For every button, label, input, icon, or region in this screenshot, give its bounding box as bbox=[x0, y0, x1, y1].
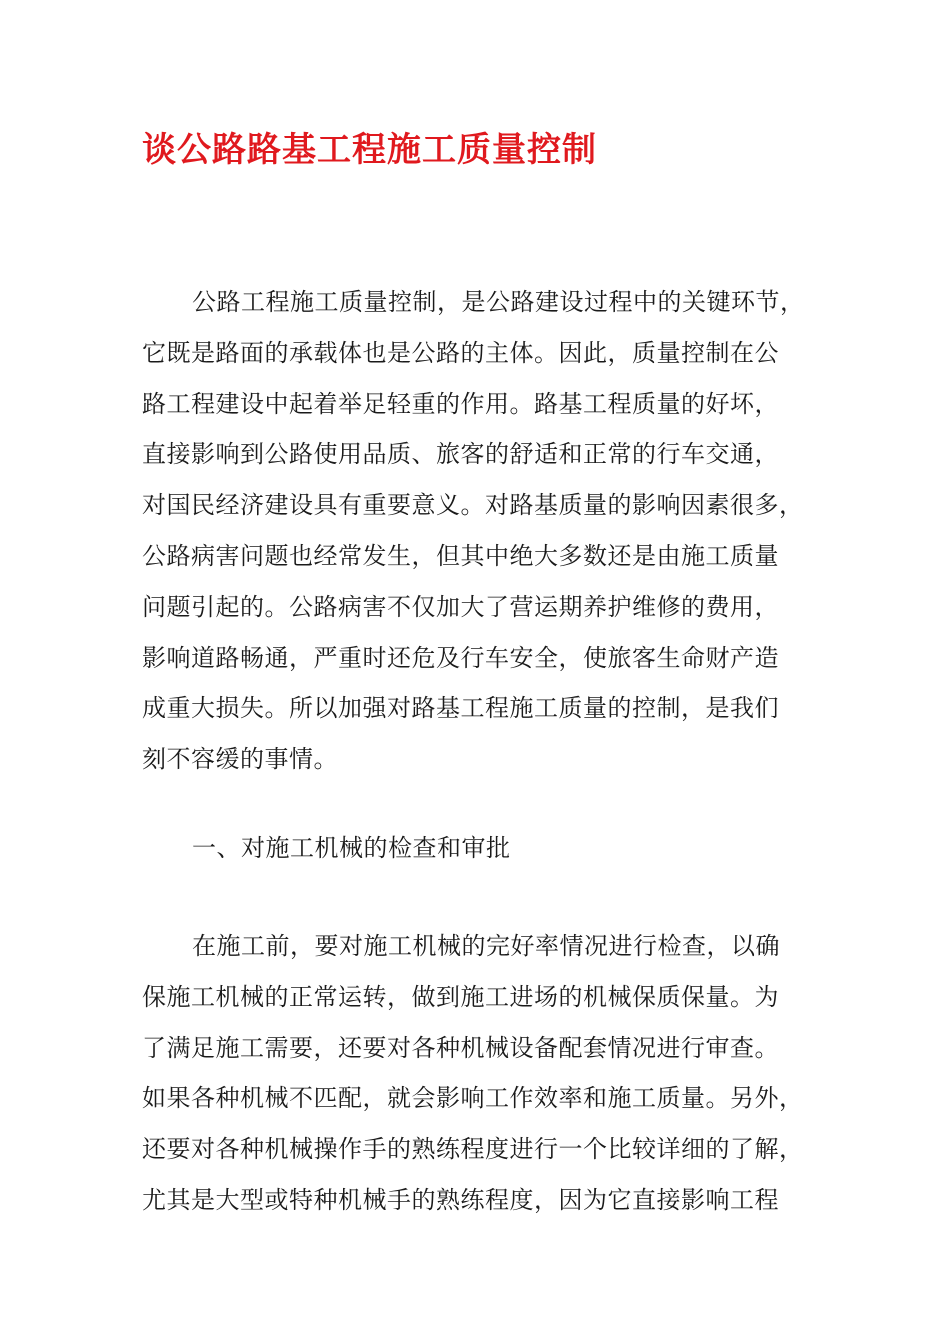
section-heading-text: 一、对施工机械的检查和审批 bbox=[192, 834, 511, 862]
paragraph-line: 公路病害问题也经常发生，但其中绝大多数还是由施工质量 bbox=[142, 541, 779, 570]
paragraph-line: 在施工前，要对施工机械的完好率情况进行检查，以确 bbox=[192, 932, 780, 960]
paragraph-line: 尤其是大型或特种机械手的熟练程度，因为它直接影响工程 bbox=[142, 1185, 779, 1214]
paragraph-line: 刻不容缓的事情。 bbox=[142, 745, 338, 774]
paragraph-line: 它既是路面的承载体也是公路的主体。因此，质量控制在公 bbox=[142, 338, 779, 367]
paragraph-line: 对国民经济建设具有重要意义。对路基质量的影响因素很多， bbox=[142, 491, 804, 520]
paragraph-line: 影响道路畅通，严重时还危及行车安全，使旅客生命财产造 bbox=[142, 643, 779, 672]
paragraph-line: 了满足施工需要，还要对各种机械设备配套情况进行审查。 bbox=[142, 1033, 779, 1062]
paragraph-line: 路工程建设中起着举足轻重的作用。路基工程质量的好坏， bbox=[142, 389, 779, 418]
paragraph-line: 还要对各种机械操作手的熟练程度进行一个比较详细的了解， bbox=[142, 1135, 804, 1164]
paragraph-line: 如果各种机械不匹配，就会影响工作效率和施工质量。另外， bbox=[142, 1084, 804, 1113]
document-title: 谈公路路基工程施工质量控制 bbox=[142, 130, 597, 170]
paragraph-line: 直接影响到公路使用品质、旅客的舒适和正常的行车交通， bbox=[142, 440, 779, 469]
paragraph-line: 保施工机械的正常运转，做到施工进场的机械保质保量。为 bbox=[142, 982, 779, 1011]
section-paragraph bbox=[142, 921, 822, 1226]
paragraph-line: 公路工程施工质量控制，是公路建设过程中的关键环节， bbox=[192, 288, 805, 316]
paragraph-line: 成重大损失。所以加强对路基工程施工质量的控制，是我们 bbox=[142, 694, 779, 723]
intro-paragraph bbox=[142, 277, 822, 785]
section-heading bbox=[142, 823, 822, 874]
paragraph-line: 问题引起的。公路病害不仅加大了营运期养护维修的费用， bbox=[142, 592, 779, 621]
